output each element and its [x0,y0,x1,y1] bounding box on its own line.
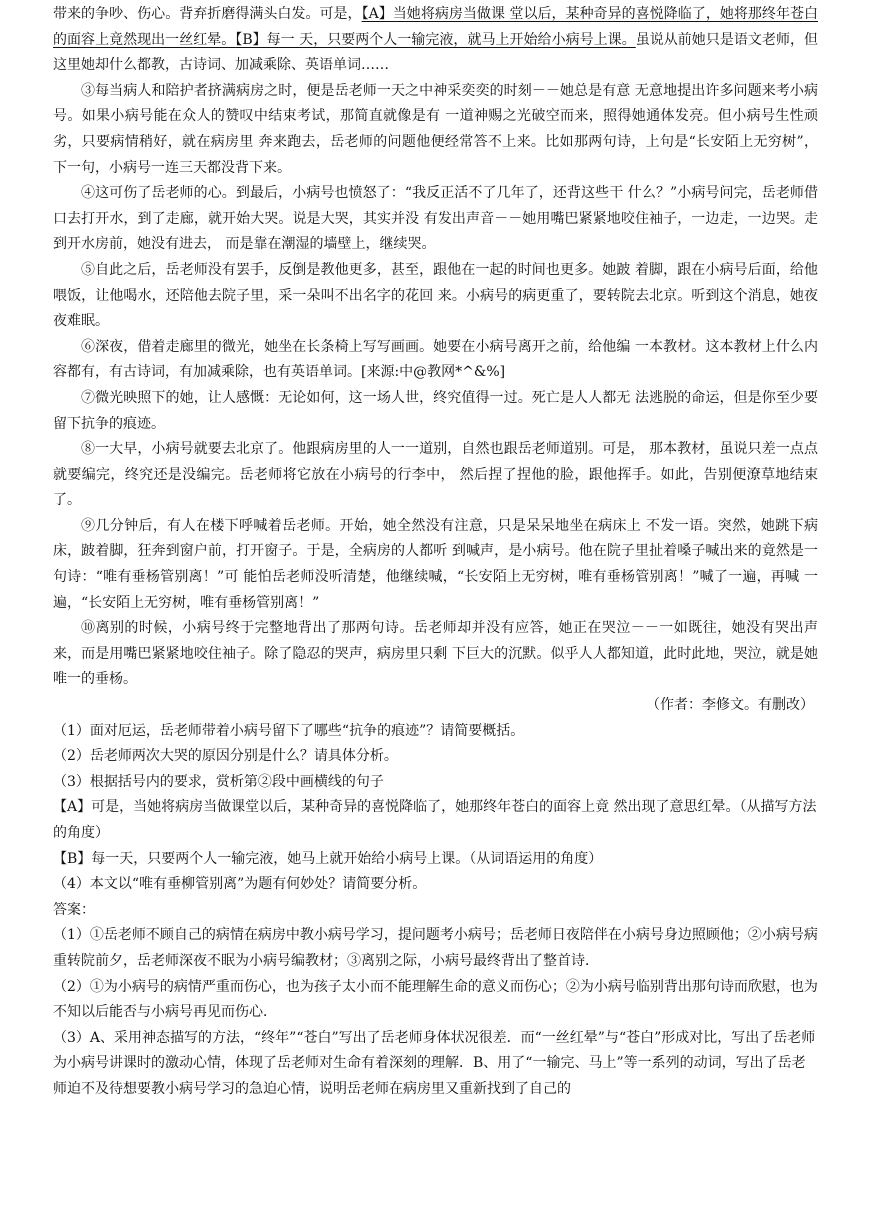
paragraph-10: ⑩离别的时候，小病号终于完整地背出了那两句诗。岳老师却并没有应答，她正在哭泣－－一如既往，她没有哭出声来，而是用嘴巴紧紧地咬住袖子。除了隐忍的哭声，病房里只剩 下巨大的沉默。似乎人人都知道，此时此地，哭泣，就是她唯一的垂杨。 [53,620,818,688]
answer-3: （3）A、采用神态描写的方法，“终年”“苍白”写出了岳老师身体状况很差．而“一丝红晕”与“苍白”形成对比，写出了岳老师为小病号讲课时的激动心情，体现了岳老师对生命有着深刻的理解．B、用了“一输完、马上”等一系列的动词，写出了岳老师迫不及待想要教小病号学习的急迫心情，说明岳老师在病房里又重新找到了自己的 [53,1029,816,1097]
question-3-a: 【A】可是，当她将病房当做课堂以后，某种奇异的喜悦降临了，她那终年苍白的面容上竟 然出现了意思红晕。（从描写方法的角度） [53,799,817,841]
answer-1: （1）①岳老师不顾自己的病情在病房中教小病号学习，提问题考小病号；岳老师日夜陪伴在小病号身边照顾他；②小病号病重转院前夕，岳老师深夜不眠为小病号编教材；③离别之际，小病号最终背出了整首诗． [53,927,818,969]
underlined-sentence-b: 【B】每一 天，只要两个人一输完液，就马上开始给小病号上课。 [235,31,636,48]
paragraph-3: ③每当病人和陪护者挤满病房之时，便是岳老师一天之中神采奕奕的时刻－－她总是有意 无意地提出许多问题来考小病号。如果小病号能在众人的赞叹中结束考试，那简直就像是有 一道神赐之光破空而来，照得她通体发亮。但小病号生性顽劣，只要病情稍好，就在病房里 奔来跑去，岳老师的问题他便经常答不上来。比如那两句诗，上句是“长安陌上无穷树”， 下一句，小病号一连三天都没背下来。 [53,82,818,176]
author-note: （作者：李修文。有删改） [646,697,814,714]
paragraph-7: ⑦微光映照下的她，让人感慨：无论如何，这一场人世，终究值得一过。死亡是人人都无 法逃脱的命运，但是你至少要留下抗争的痕迹。 [53,389,818,432]
answer-label: 答案： [53,901,95,918]
paragraph-4: ④这可伤了岳老师的心。到最后，小病号也愤怒了：“我反正活不了几年了，还背这些干 什么？”小病号问完，岳老师借口去打开水，到了走廊，就开始大哭。说是大哭，其实并没 有发出声音－－她用嘴巴紧紧地咬住袖子，一边走，一边哭。走到开水房前，她没有进去， 而是靠在潮湿的墙壁上，继续哭。 [53,185,818,253]
paragraph-5: ⑤自此之后，岳老师没有罢手，反倒是教他更多，甚至，跟他在一起的时间也更多。她跛 着脚，跟在小病号后面，给他喂饭，让他喝水，还陪他去院子里，采一朵叫不出名字的花回 来。小病号的病更重了，要转院去北京。听到这个消息，她夜夜难眠。 [53,261,818,330]
question-4: （4）本文以“唯有垂柳管别离”为题有何妙处？请简要分析。 [53,876,427,893]
paragraph-6: ⑥深夜，借着走廊里的微光，她坐在长条椅上写写画画。她要在小病号离开之前，给他编 一本教材。这本教材上什么内容都有，有古诗词，有加减乘除，也有英语单词。[来源:中@教网*^&%] [53,338,818,381]
question-3: （3）根据括号内的要求，赏析第②段中画横线的句子 [53,773,384,790]
article-body [53,2,818,1103]
paragraph-text: 带来的争吵、伤心。背弃折磨得满头白发。可是， [53,6,362,22]
paragraph-9: ⑨几分钟后，有人在楼下呼喊着岳老师。开始，她全然没有注意，只是呆呆地坐在病床上 不发一语。突然，她跳下病床，跛着脚，狂奔到窗户前，打开窗子。于是，全病房的人都听 到喊声，是小病号。他在院子里扯着嗓子喊出来的竟然是一句诗：“唯有垂杨管别离！”可 能怕岳老师没听清楚，他继续喊，“长安陌上无穷树，唯有垂杨管别离！”喊了一遍，再喊 一遍，“长安陌上无穷树，唯有垂杨管别离！” [53,517,818,611]
paragraph-8: ⑧一大早，小病号就要去北京了。他跟病房里的人一一道别，自然也跟岳老师道别。可是， 那本教材，虽说只差一点点就要编完，终究还是没编完。岳老师将它放在小病号的行李中， 然后捏了捏他的脸，跟他挥手。如此，告别便潦草地结束了。 [53,441,818,509]
question-1: （1）面对厄运，岳老师带着小病号留下了哪些“抗争的痕迹”？请简要概括。 [53,722,525,739]
paragraph-text: 虽说从前她只是语文老师，但这里她却什么都教，古诗词、加减乘除、英语单词…… [53,31,818,74]
question-2: （2）岳老师两次大哭的原因分别是什么？请具体分析。 [53,748,398,765]
underlined-sentence-a: 【A】当她将病房当做课 堂以后，某种奇异的喜悦降临了，她将那终年苍白的面容上竟然现出一丝红晕。 [53,6,818,48]
question-3-b: 【B】每一天，只要两个人一输完液，她马上就开始给小病号上课。（从词语运用的角度） [53,850,603,867]
answer-2: （2）①为小病号的病情严重而伤心，也为孩子太小而不能理解生命的意义而伤心；②为小病号临别背出那句诗而欣慰，也为不知以后能否与小病号再见而伤心． [53,978,818,1021]
paragraph-2-continued [53,2,818,79]
